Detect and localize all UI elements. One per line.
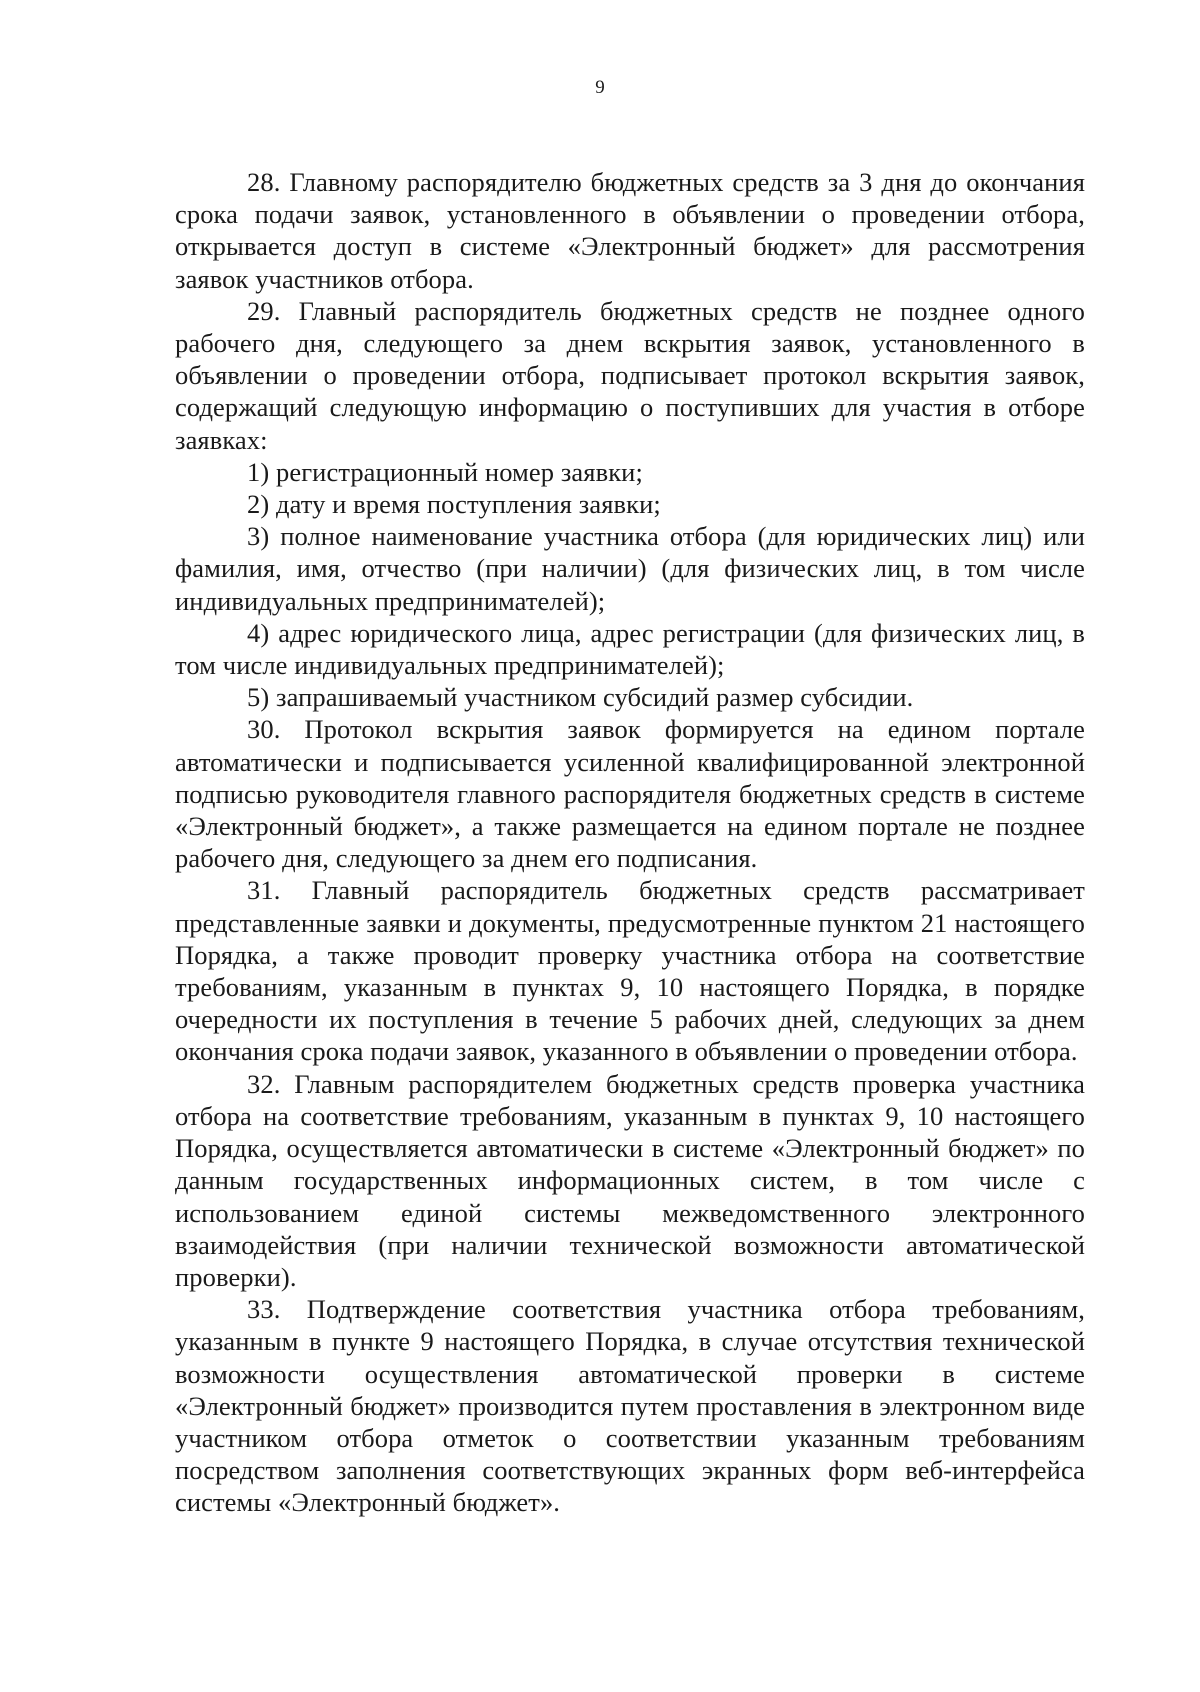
paragraph-31: 31. Главный распорядитель бюджетных средств рассматривает представленные заявки и документы, предусмотренные пунктом 21 настоящего Порядка, а также проводит проверку участника отбора на соответствие требованиям, указанным в пунктах 9, 10 настоящего Порядка, в порядке очередности их поступления в течение 5 рабочих дней, следующих за днем окончания срока подачи заявок, указанного в объявлении о проведении отбора. bbox=[175, 875, 1085, 1067]
list-item-4: 4) адрес юридического лица, адрес регистрации (для физических лиц, в том числе индивидуальных предпринимателей); bbox=[175, 617, 1085, 681]
paragraph-28: 28. Главному распорядителю бюджетных средств за 3 дня до окончания срока подачи заявок, установленного в объявлении о проведении отбора, открывается доступ в системе «Электронный бюджет» для рассмотрения заявок участников отбора. bbox=[175, 167, 1085, 294]
list-item-1: 1) регистрационный номер заявки; bbox=[247, 456, 643, 487]
document-body bbox=[175, 166, 1085, 1519]
paragraph-33: 33. Подтверждение соответствия участника отбора требованиям, указанным в пункте 9 настоящего Порядка, в случае отсутствия технической возможности осуществления автоматической проверки в системе «Электронный бюджет» производится путем проставления в электронном виде участником отбора отметок о соответствии указанным требованиям посредством заполнения соответствующих экранных форм веб-интерфейса системы «Электронный бюджет». bbox=[175, 1294, 1085, 1518]
list-item-2: 2) дату и время поступления заявки; bbox=[247, 489, 661, 520]
list-item-3: 3) полное наименование участника отбора (для юридических лиц) или фамилия, имя, отчество (при наличии) (для физических лиц, в том числе индивидуальных предпринимателей); bbox=[175, 521, 1085, 616]
paragraph-30: 30. Протокол вскрытия заявок формируется на едином портале автоматически и подписывается усиленной квалифицированной электронной подписью руководителя главного распорядителя бюджетных средств в системе «Электронный бюджет», а также размещается на едином портале не позднее рабочего дня, следующего за днем его подписания. bbox=[175, 714, 1085, 874]
paragraph-32: 32. Главным распорядителем бюджетных средств проверка участника отбора на соответствие требованиям, указанным в пунктах 9, 10 настоящего Порядка, осуществляется автоматически в системе «Электронный бюджет» по данным государственных информационных систем, в том числе с использованием единой системы межведомственного электронного взаимодействия (при наличии технической возможности автоматической проверки). bbox=[175, 1068, 1085, 1292]
paragraph-29: 29. Главный распорядитель бюджетных средств не позднее одного рабочего дня, следующего за днем вскрытия заявок, установленного в объявлении о проведении отбора, подписывает протокол вскрытия заявок, содержащий следующую информацию о поступивших для участия в отборе заявках: bbox=[175, 295, 1085, 455]
list-item-5: 5) запрашиваемый участником субсидий размер субсидии. bbox=[247, 682, 914, 713]
page-number: 9 bbox=[595, 77, 605, 98]
